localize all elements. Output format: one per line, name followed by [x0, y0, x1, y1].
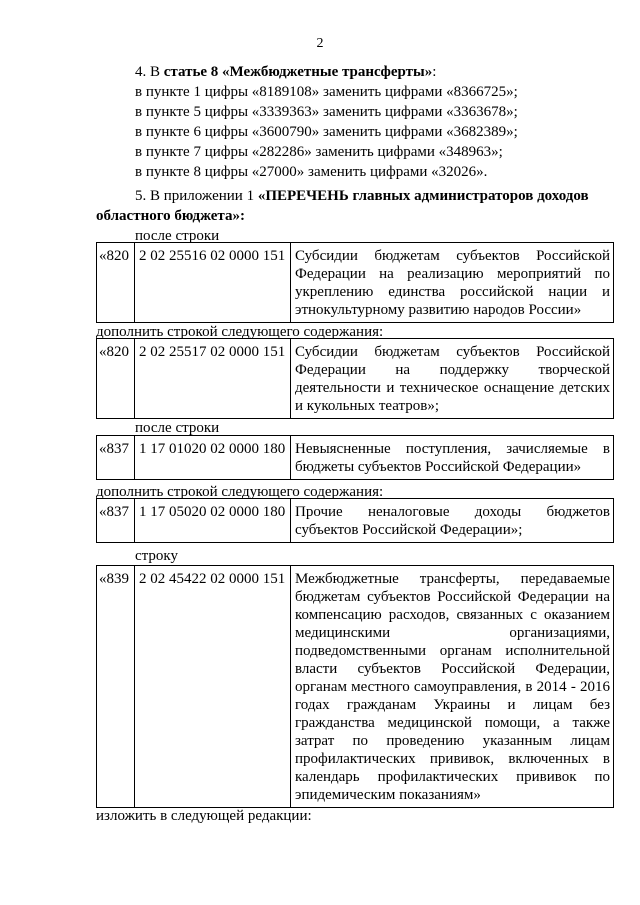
- description-line: медицинскими организациями,: [295, 625, 610, 641]
- description-line: гражданства медицинской помощи, а также: [295, 715, 610, 731]
- admin-code-cell: «837: [97, 499, 135, 543]
- page-number: 2: [316, 36, 324, 51]
- admin-code-cell: «820: [97, 243, 135, 323]
- description-line: Субсидии бюджетам субъектов Российской: [295, 344, 610, 360]
- description-line: и кукольных театров»;: [295, 398, 440, 414]
- section-5-heading-bold: «ПЕРЕЧЕНЬ главных администраторов доходов: [257, 188, 589, 204]
- add-row-label: дополнить строкой следующего содержания:: [96, 324, 384, 340]
- description-line: бюджетам субъектов Российской Федерации на: [295, 589, 610, 605]
- section-4-item: в пункте 6 цифры «3600790» заменить цифрами «3682389»;: [135, 124, 518, 140]
- income-code-cell: 2 02 45422 02 0000 151: [135, 566, 291, 808]
- admin-code-cell: «839: [97, 566, 135, 808]
- income-code-cell: 1 17 05020 02 0000 180: [135, 499, 291, 543]
- after-row-label: после строки: [135, 228, 220, 244]
- description-line: компенсацию расходов, связанных с оказанием: [295, 607, 610, 623]
- admin-code-cell: «820: [97, 339, 135, 419]
- table-row: [96, 565, 614, 808]
- section-4-item: в пункте 1 цифры «8189108» заменить цифрами «8366725»;: [135, 84, 518, 100]
- description-line: органам местного самоуправления, в 2014 -: [295, 679, 576, 695]
- description-line: власти субъектов Российской Федерации,: [295, 661, 610, 677]
- after-row-label: после строки: [135, 420, 220, 436]
- description-line: деятельности и техническое оснащение детских: [295, 380, 610, 396]
- income-code-cell: 1 17 01020 02 0000 180: [135, 436, 291, 480]
- section-4-heading-prefix: 4. В: [135, 64, 164, 80]
- description-line: этнокультурному развитию народов России»: [295, 302, 582, 318]
- description-cell: [291, 566, 614, 808]
- row-label: строку: [135, 548, 178, 564]
- description-line: укреплению единства российской нации и: [295, 284, 610, 300]
- section-4-heading: [135, 62, 436, 82]
- section-4-heading-suffix: :: [432, 64, 437, 80]
- description-cell: [291, 436, 614, 480]
- description-cell: [291, 499, 614, 543]
- section-5-heading-continued: областного бюджета»:: [96, 208, 245, 224]
- table-row: [96, 338, 614, 419]
- description-line: календарь профилактических прививок по: [295, 769, 610, 785]
- table-row: [96, 498, 614, 543]
- description-line: 2016 годах гражданам Украины и лицам без: [295, 679, 611, 713]
- description-line: эпидемическим показаниям»: [295, 787, 481, 803]
- description-line: Федерации на реализацию мероприятий по: [295, 266, 610, 282]
- description-line: Прочие неналоговые доходы бюджетов: [295, 504, 610, 520]
- section-4-item: в пункте 5 цифры «3339363» заменить цифрами «3363678»;: [135, 104, 518, 120]
- description-line: Невыясненные поступления, зачисляемые в: [295, 441, 610, 457]
- description-line: Субсидии бюджетам субъектов Российской: [295, 248, 610, 264]
- section-4-item: в пункте 8 цифры «27000» заменить цифрами «32026».: [135, 164, 488, 180]
- restate-label: изложить в следующей редакции:: [96, 808, 312, 824]
- description-line: Межбюджетные трансферты, передаваемые: [295, 571, 610, 587]
- income-code-cell: 2 02 25516 02 0000 151: [135, 243, 291, 323]
- description-line: бюджеты субъектов Российской Федерации»: [295, 459, 582, 475]
- section-5-heading-prefix: 5. В приложении 1: [135, 188, 258, 204]
- income-code-cell: 2 02 25517 02 0000 151: [135, 339, 291, 419]
- description-line: профилактических прививок, включенных в: [295, 751, 610, 767]
- table-row: [96, 242, 614, 323]
- section-4-item: в пункте 7 цифры «282286» заменить цифрами «348963»;: [135, 144, 503, 160]
- table-row: [96, 435, 614, 480]
- admin-code-cell: «837: [97, 436, 135, 480]
- description-cell: [291, 339, 614, 419]
- description-line: субъектов Российской Федерации»;: [295, 522, 523, 538]
- description-line: Федерации на поддержку творческой: [295, 362, 610, 378]
- description-cell: [291, 243, 614, 323]
- section-5-heading: [135, 186, 589, 206]
- description-line: затрат по проведению указанным лицам: [295, 733, 610, 749]
- section-4-heading-bold: статье 8 «Межбюджетные трансферты»: [163, 64, 433, 80]
- description-line: подведомственными органам исполнительной: [295, 643, 610, 659]
- add-row-label: дополнить строкой следующего содержания:: [96, 484, 384, 500]
